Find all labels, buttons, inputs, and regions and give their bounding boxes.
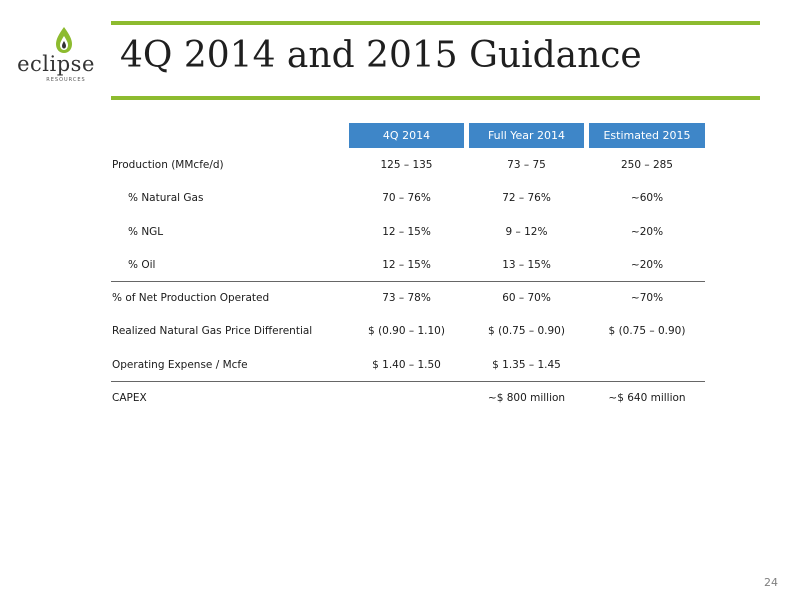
bottom-accent-bar [111, 96, 760, 100]
cell-ngl-4q-2014: 12 – 15% [382, 226, 431, 238]
row-label-natural-gas: % Natural Gas [128, 192, 204, 204]
cell-natural-gas-full-year-2014: 72 – 76% [502, 192, 551, 204]
cell-opex-4q-2014: $ 1.40 – 1.50 [372, 359, 441, 371]
cell-natural-gas-estimated-2015: ~60% [630, 192, 664, 204]
cell-capex-full-year-2014: ~$ 800 million [487, 392, 566, 404]
cell-differential-full-year-2014: $ (0.75 – 0.90) [488, 325, 565, 337]
cell-operated-4q-2014: 73 – 78% [382, 292, 431, 304]
cell-oil-full-year-2014: 13 – 15% [502, 259, 551, 271]
page-title: 4Q 2014 and 2015 Guidance [120, 35, 642, 76]
row-label-capex: CAPEX [112, 392, 147, 404]
cell-differential-estimated-2015: $ (0.75 – 0.90) [608, 325, 686, 337]
cell-production-estimated-2015: 250 – 285 [620, 159, 673, 171]
page-number: 24 [764, 576, 778, 589]
cell-natural-gas-4q-2014: 70 – 76% [382, 192, 431, 204]
cell-operated-estimated-2015: ~70% [630, 292, 664, 304]
cell-operated-full-year-2014: 60 – 70% [502, 292, 551, 304]
row-label-production: Production (MMcfe/d) [112, 159, 224, 171]
cell-ngl-estimated-2015: ~20% [630, 226, 664, 238]
cell-production-4q-2014: 125 – 135 [380, 159, 433, 171]
row-label-operating-expense: Operating Expense / Mcfe [112, 359, 248, 371]
cell-oil-4q-2014: 12 – 15% [382, 259, 431, 271]
cell-oil-estimated-2015: ~20% [630, 259, 664, 271]
row-label-ngl: % NGL [128, 226, 164, 238]
company-logo [10, 18, 102, 90]
row-label-price-differential: Realized Natural Gas Price Differential [112, 325, 313, 337]
logo-wordmark: eclipse [17, 52, 95, 76]
row-divider [111, 281, 705, 282]
column-header-full-year-2014: Full Year 2014 [469, 123, 584, 148]
cell-capex-estimated-2015: ~$ 640 million [608, 392, 686, 404]
row-label-net-production-operated: % of Net Production Operated [112, 292, 270, 304]
cell-differential-4q-2014: $ (0.90 – 1.10) [368, 325, 445, 337]
logo-tagline: RESOURCES [46, 77, 86, 83]
logo-flame-icon [53, 26, 75, 54]
column-header-4q-2014: 4Q 2014 [349, 123, 464, 148]
top-accent-bar [111, 21, 760, 25]
cell-ngl-full-year-2014: 9 – 12% [505, 226, 548, 238]
column-header-estimated-2015: Estimated 2015 [589, 123, 705, 148]
cell-production-full-year-2014: 73 – 75 [507, 159, 546, 171]
row-divider [111, 381, 705, 382]
row-label-oil: % Oil [128, 259, 156, 271]
cell-opex-full-year-2014: $ 1.35 – 1.45 [492, 359, 561, 371]
